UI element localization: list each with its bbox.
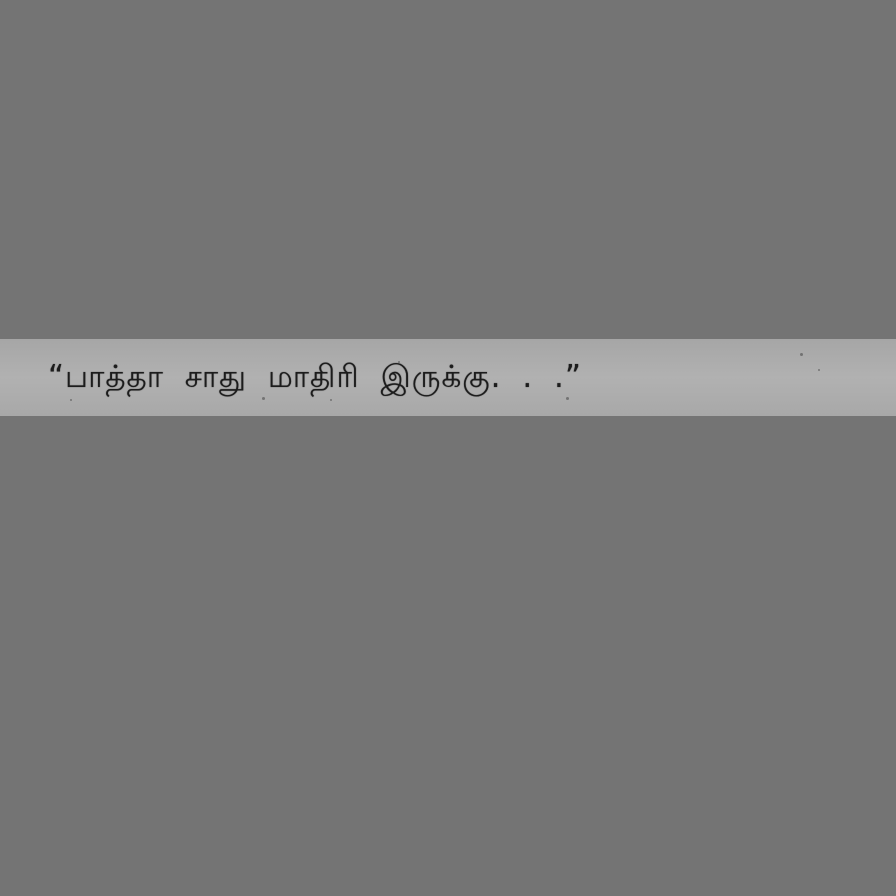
quoted-tamil-sentence: “பாத்தா சாது மாதிரி இருக்கு. . .” <box>48 359 582 395</box>
scanned-text-strip <box>0 339 896 416</box>
